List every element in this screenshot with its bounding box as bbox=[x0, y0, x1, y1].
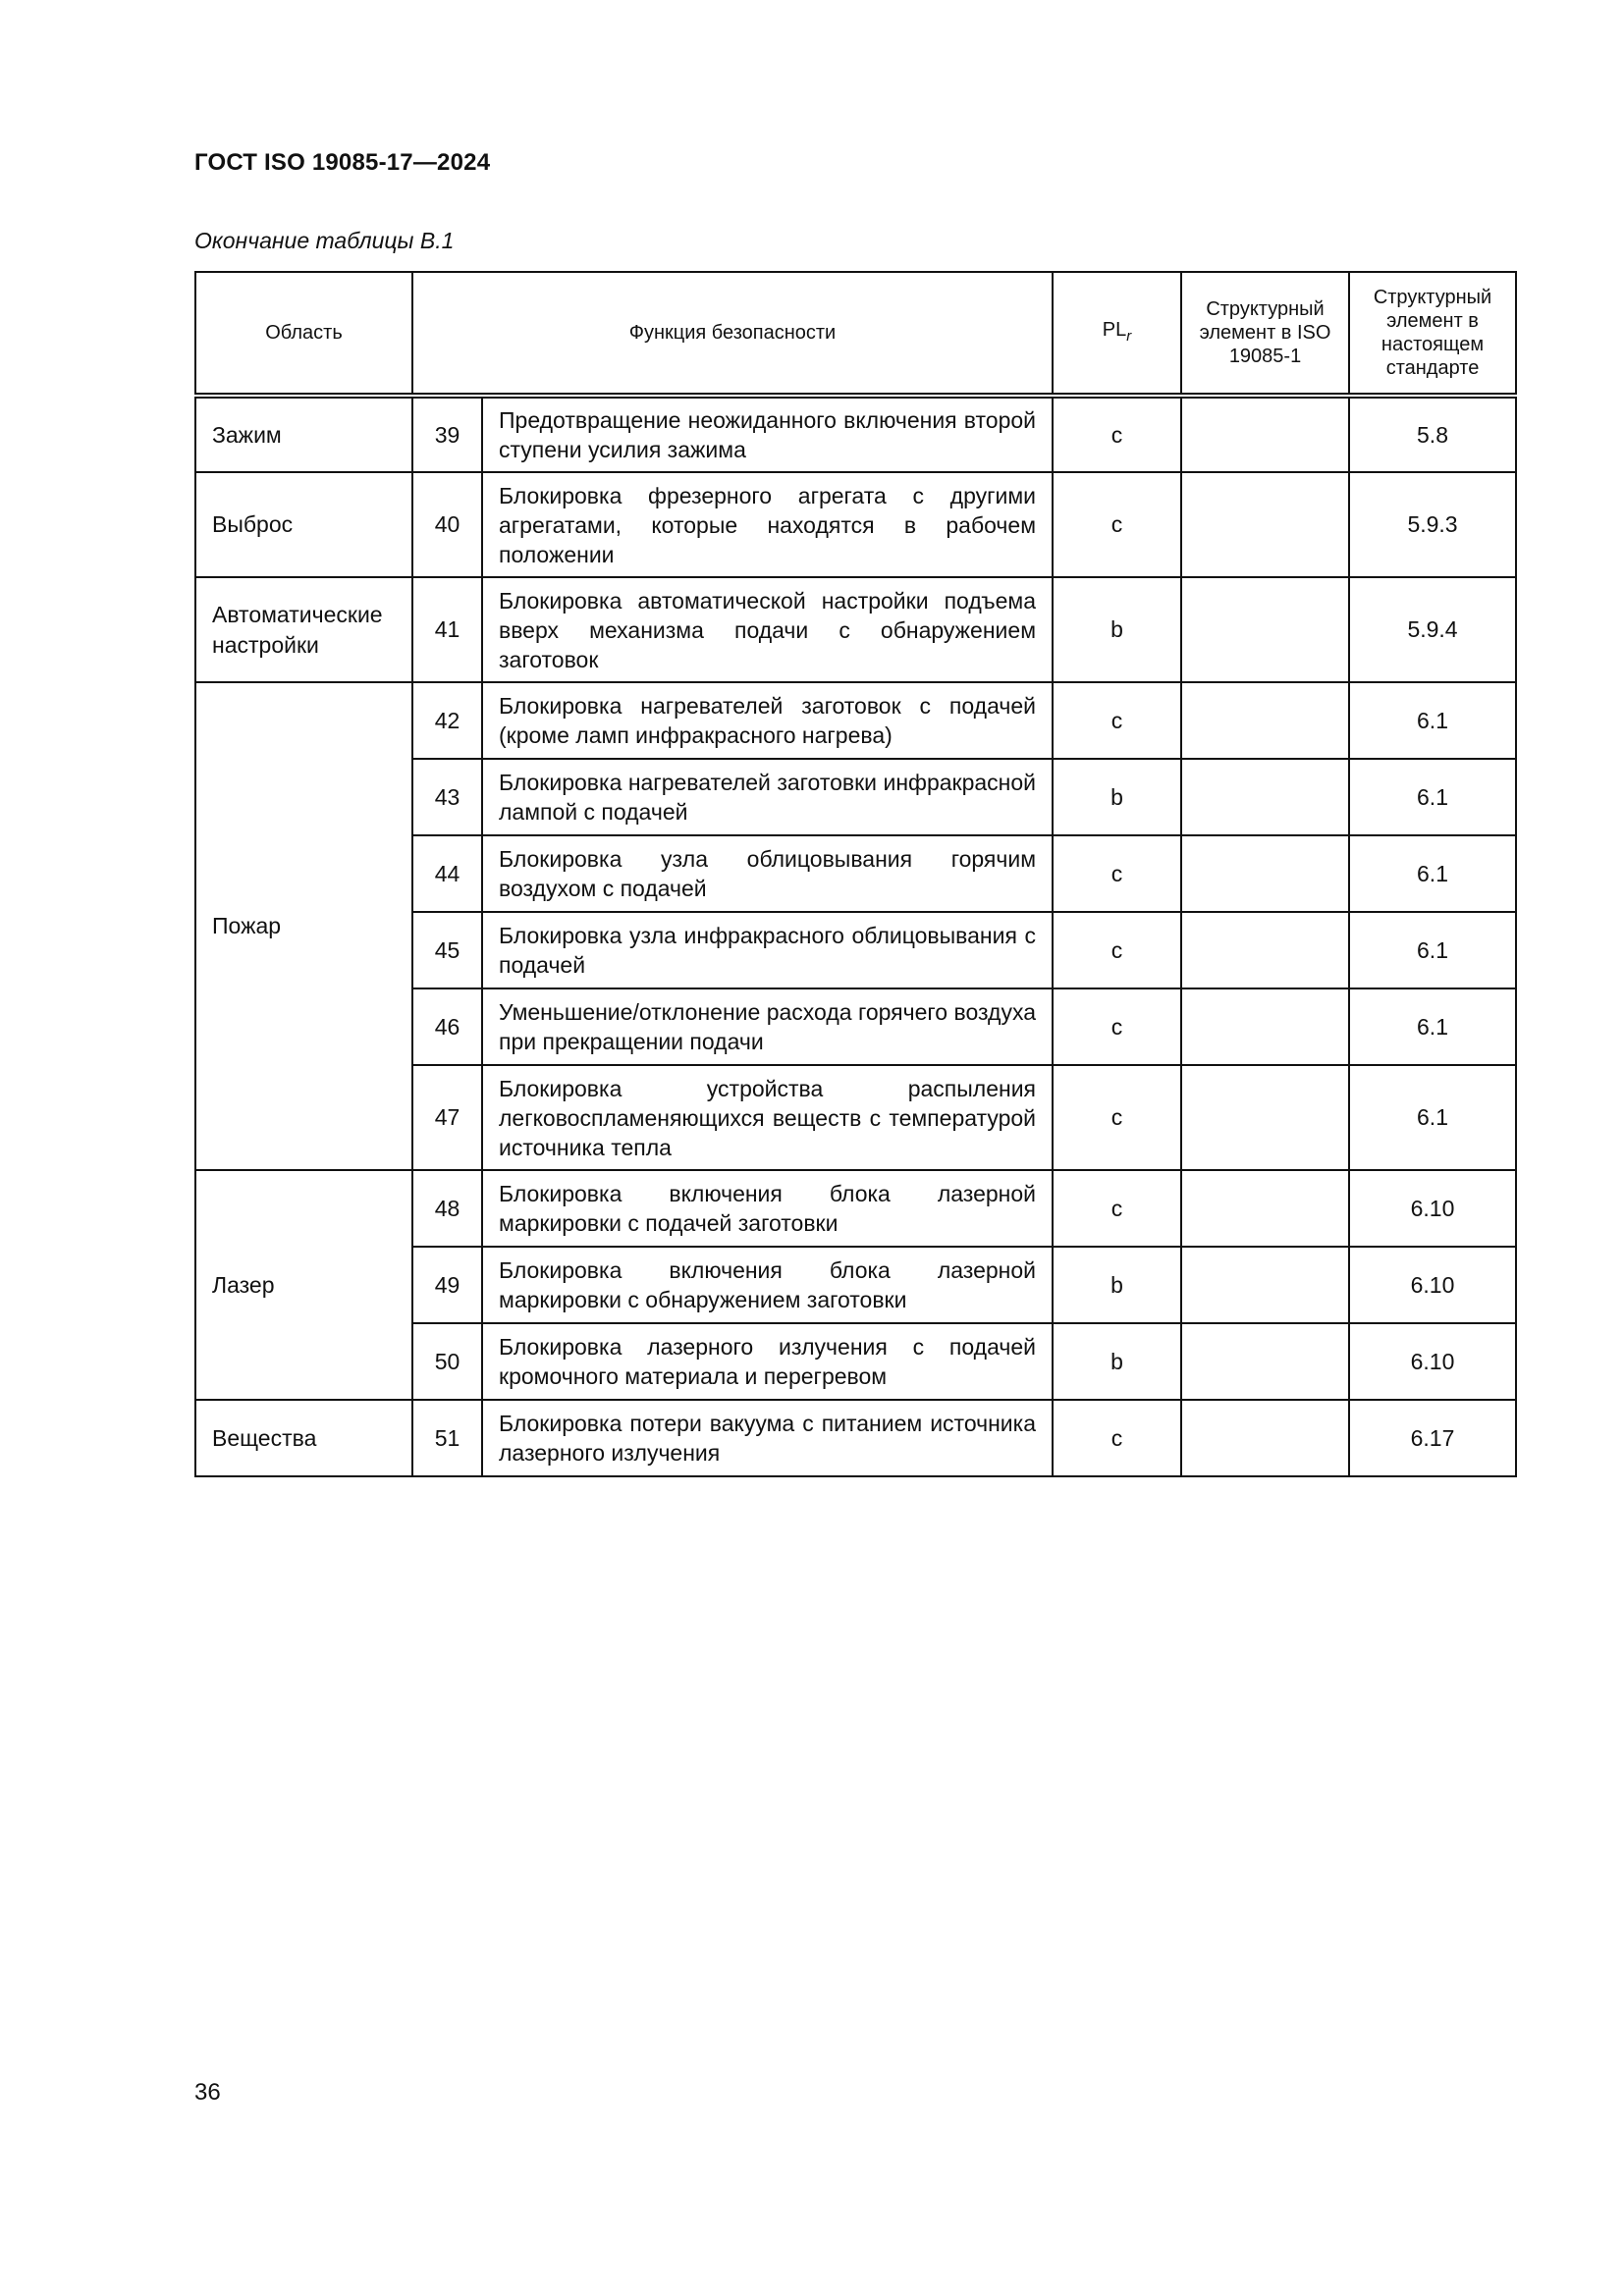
pl-cell: c bbox=[1053, 912, 1181, 988]
struct-std-cell: 6.10 bbox=[1349, 1247, 1516, 1323]
struct-iso-cell bbox=[1181, 1400, 1349, 1476]
area-cell: Лазер bbox=[195, 1170, 412, 1400]
document-header: ГОСТ ISO 19085-17—2024 bbox=[194, 149, 491, 176]
pl-cell: b bbox=[1053, 759, 1181, 835]
struct-iso-cell bbox=[1181, 759, 1349, 835]
struct-iso-cell bbox=[1181, 1170, 1349, 1247]
header-pl-subscript: r bbox=[1126, 327, 1132, 345]
struct-std-cell: 6.1 bbox=[1349, 682, 1516, 759]
function-cell: Блокировка лазерного излучения с подачей кромочного материала и перегревом bbox=[482, 1323, 1053, 1400]
function-cell: Блокировка фрезерного агрегата с другими агрегатами, которые находятся в рабочем положении bbox=[482, 472, 1053, 577]
function-cell: Блокировка устройства распыления легковоспламеняющихся веществ с температурой источника тепла bbox=[482, 1065, 1053, 1170]
function-cell: Блокировка включения блока лазерной маркировки с подачей заготовки bbox=[482, 1170, 1053, 1247]
pl-cell: c bbox=[1053, 1170, 1181, 1247]
table-row bbox=[195, 396, 1516, 472]
struct-iso-cell bbox=[1181, 1065, 1349, 1170]
pl-cell: b bbox=[1053, 577, 1181, 682]
pl-cell: c bbox=[1053, 396, 1181, 472]
header-area: Область bbox=[195, 272, 412, 396]
row-number: 46 bbox=[412, 988, 482, 1065]
row-number: 49 bbox=[412, 1247, 482, 1323]
table-caption: Окончание таблицы В.1 bbox=[194, 228, 455, 253]
function-cell: Блокировка нагревателей заготовки инфракрасной лампой с подачей bbox=[482, 759, 1053, 835]
table-row bbox=[195, 682, 1516, 759]
function-cell: Блокировка автоматической настройки подъема вверх механизма подачи с обнаружением заготовок bbox=[482, 577, 1053, 682]
struct-std-cell: 6.1 bbox=[1349, 759, 1516, 835]
row-number: 41 bbox=[412, 577, 482, 682]
row-number: 42 bbox=[412, 682, 482, 759]
function-cell: Блокировка узла облицовывания горячим воздухом с подачей bbox=[482, 835, 1053, 912]
pl-cell: c bbox=[1053, 988, 1181, 1065]
struct-std-cell: 6.1 bbox=[1349, 912, 1516, 988]
area-cell: Пожар bbox=[195, 682, 412, 1170]
row-number: 51 bbox=[412, 1400, 482, 1476]
row-number: 45 bbox=[412, 912, 482, 988]
area-cell: Зажим bbox=[195, 396, 412, 472]
struct-std-cell: 6.17 bbox=[1349, 1400, 1516, 1476]
area-cell: Автоматические настройки bbox=[195, 577, 412, 682]
row-number: 47 bbox=[412, 1065, 482, 1170]
function-cell: Предотвращение неожиданного включения второй ступени усилия зажима bbox=[482, 396, 1053, 472]
pl-cell: c bbox=[1053, 835, 1181, 912]
struct-std-cell: 6.10 bbox=[1349, 1170, 1516, 1247]
table-header-row bbox=[195, 272, 1516, 396]
struct-iso-cell bbox=[1181, 835, 1349, 912]
row-number: 44 bbox=[412, 835, 482, 912]
struct-std-cell: 5.9.3 bbox=[1349, 472, 1516, 577]
table-row bbox=[195, 1170, 1516, 1247]
header-pl-text: PL bbox=[1102, 318, 1127, 341]
function-cell: Блокировка нагревателей заготовок с подачей (кроме ламп инфракрасного нагрева) bbox=[482, 682, 1053, 759]
table-row bbox=[195, 577, 1516, 682]
struct-iso-cell bbox=[1181, 988, 1349, 1065]
struct-iso-cell bbox=[1181, 682, 1349, 759]
header-struct-std: Структурный элемент в настоящем стандарте bbox=[1349, 272, 1516, 396]
header-pl bbox=[1053, 272, 1181, 396]
safety-functions-table bbox=[194, 271, 1517, 1477]
header-function: Функция безопасности bbox=[412, 272, 1053, 396]
pl-cell: c bbox=[1053, 472, 1181, 577]
struct-iso-cell bbox=[1181, 1323, 1349, 1400]
pl-cell: c bbox=[1053, 1065, 1181, 1170]
struct-iso-cell bbox=[1181, 472, 1349, 577]
pl-cell: b bbox=[1053, 1323, 1181, 1400]
struct-std-cell: 6.1 bbox=[1349, 835, 1516, 912]
row-number: 43 bbox=[412, 759, 482, 835]
struct-std-cell: 5.8 bbox=[1349, 396, 1516, 472]
struct-std-cell: 6.10 bbox=[1349, 1323, 1516, 1400]
struct-iso-cell bbox=[1181, 1247, 1349, 1323]
struct-std-cell: 6.1 bbox=[1349, 988, 1516, 1065]
function-cell: Блокировка потери вакуума с питанием источника лазерного излучения bbox=[482, 1400, 1053, 1476]
header-struct-iso: Структурный элемент в ISO 19085-1 bbox=[1181, 272, 1349, 396]
pl-cell: b bbox=[1053, 1247, 1181, 1323]
struct-iso-cell bbox=[1181, 396, 1349, 472]
row-number: 39 bbox=[412, 396, 482, 472]
function-cell: Блокировка узла инфракрасного облицовывания с подачей bbox=[482, 912, 1053, 988]
function-cell: Блокировка включения блока лазерной маркировки с обнаружением заготовки bbox=[482, 1247, 1053, 1323]
row-number: 40 bbox=[412, 472, 482, 577]
function-cell: Уменьшение/отклонение расхода горячего воздуха при прекращении подачи bbox=[482, 988, 1053, 1065]
area-cell: Вещества bbox=[195, 1400, 412, 1476]
struct-std-cell: 6.1 bbox=[1349, 1065, 1516, 1170]
table-row bbox=[195, 1400, 1516, 1476]
struct-std-cell: 5.9.4 bbox=[1349, 577, 1516, 682]
table-row bbox=[195, 472, 1516, 577]
struct-iso-cell bbox=[1181, 912, 1349, 988]
struct-iso-cell bbox=[1181, 577, 1349, 682]
row-number: 48 bbox=[412, 1170, 482, 1247]
pl-cell: c bbox=[1053, 1400, 1181, 1476]
area-cell: Выброс bbox=[195, 472, 412, 577]
page-number: 36 bbox=[194, 2079, 221, 2106]
pl-cell: c bbox=[1053, 682, 1181, 759]
row-number: 50 bbox=[412, 1323, 482, 1400]
